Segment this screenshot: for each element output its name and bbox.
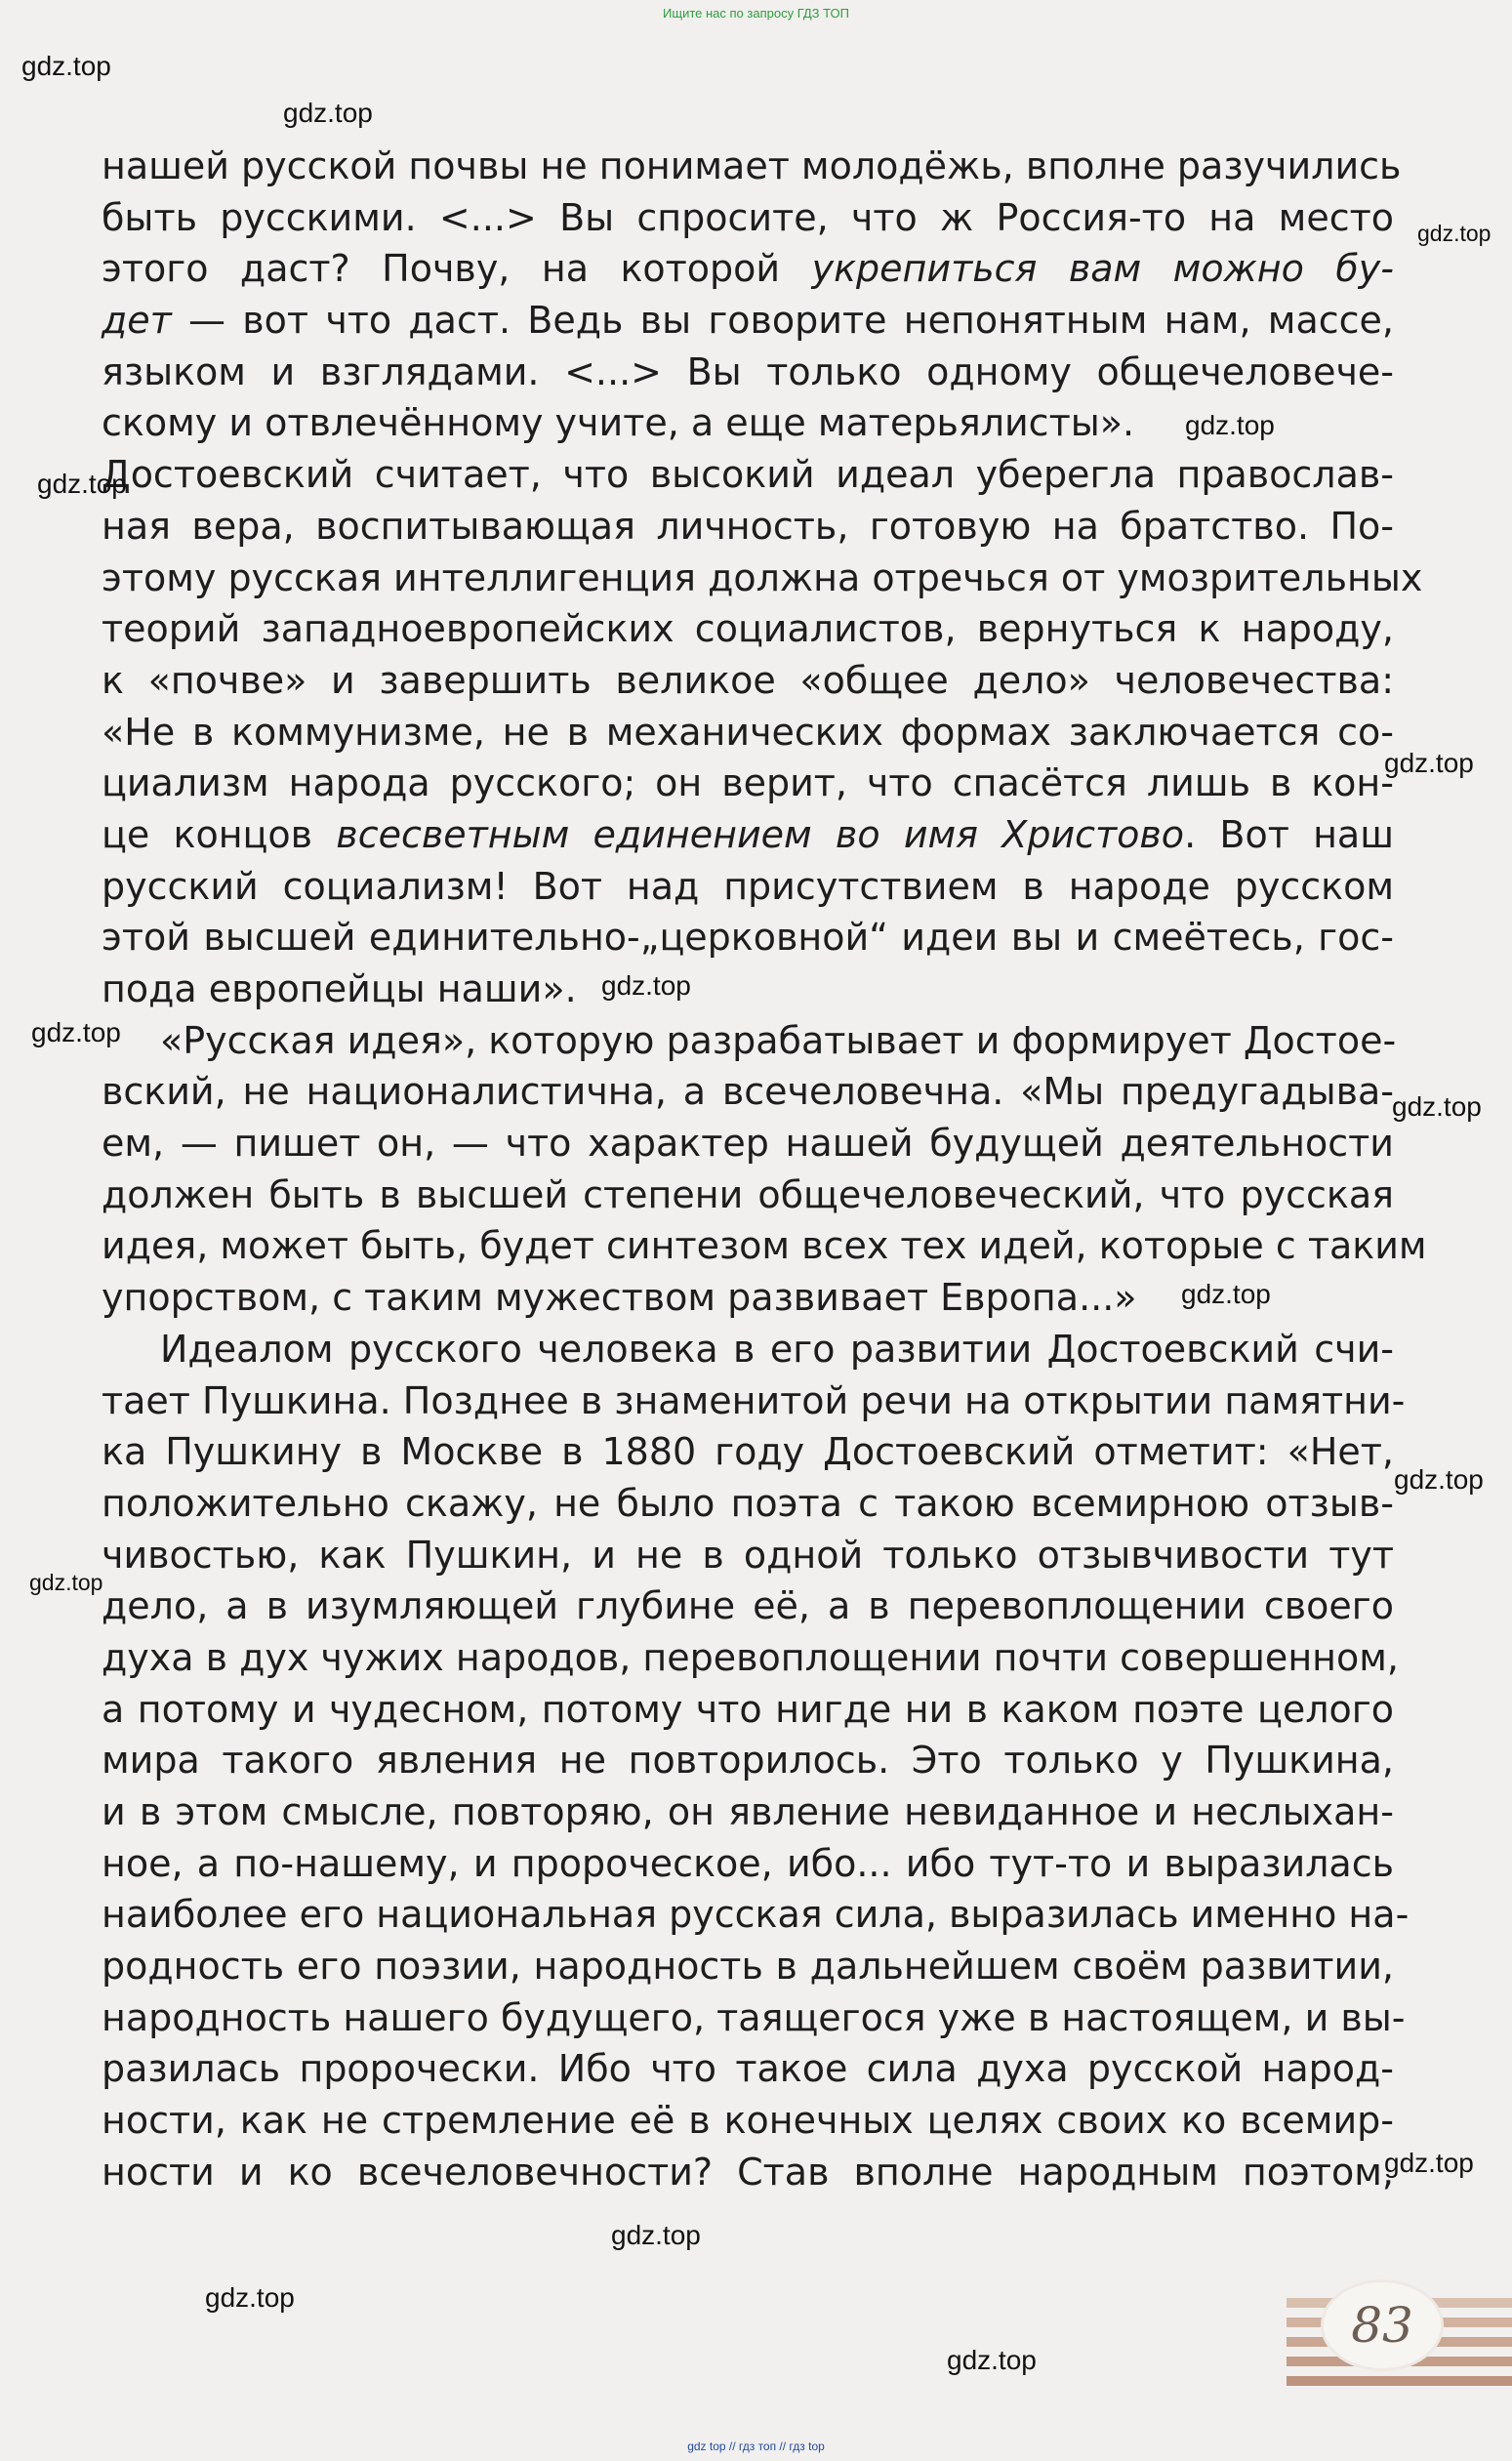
- text-line: [102, 243, 1394, 295]
- text-segment: дело, а в изумляющей глубине её, а в перевоплощении своего: [102, 1584, 1394, 1628]
- text-segment: народность нашего будущего, таящегося уже в настоящем, и вы-: [102, 1995, 1406, 2039]
- text-segment: русский социализм! Вот над присутствием в народе русском: [102, 864, 1394, 908]
- text-line: [102, 192, 1394, 244]
- watermark: gdz.top: [1181, 1279, 1271, 1309]
- text-segment: — вот что даст. Ведь вы говорите непонятным нам, массе,: [171, 299, 1394, 343]
- watermark: gdz.top: [31, 1017, 121, 1047]
- text-segment: скому и отвлечённому учите, а еще матерьялисты».: [102, 401, 1135, 445]
- text-segment: ем, — пишет он, — что характер нашей будущей деятельности: [102, 1122, 1394, 1166]
- text-segment: этому русская интеллигенция должна отречься от умозрительных: [102, 555, 1423, 599]
- text-line: [102, 758, 1394, 809]
- text-segment: циализм народа русского; он верит, что спасётся лишь в кон-: [102, 761, 1394, 805]
- text-segment: упорством, с таким мужеством развивает Европа...»: [102, 1276, 1137, 1320]
- text-line: [102, 347, 1394, 398]
- text-segment: идея, может быть, будет синтезом всех тех идей, которые с таким: [102, 1224, 1427, 1268]
- text-segment: духа в дух чужих народов, перевоплощении почти совершенном,: [102, 1635, 1399, 1679]
- text-line: [102, 2147, 1394, 2198]
- text-line: [102, 707, 1394, 759]
- text-line: [102, 1580, 1394, 1632]
- text-line: [102, 2043, 1394, 2095]
- text-line: [102, 912, 1394, 964]
- text-line: [102, 809, 1394, 861]
- text-line: [102, 1992, 1406, 2044]
- text-line: [102, 1426, 1394, 1478]
- text-line: [102, 861, 1394, 913]
- text-line: [102, 501, 1394, 553]
- text-line: [102, 553, 1423, 604]
- watermark: gdz.top: [1392, 1091, 1482, 1122]
- watermark: gdz.top: [601, 970, 691, 1001]
- text-segment: этого даст? Почву, на которой: [102, 247, 812, 291]
- text-line: [102, 1632, 1399, 1684]
- text-line: [102, 1015, 1397, 1067]
- watermark: gdz.top: [283, 98, 373, 128]
- text-segment: тает Пушкина. Позднее в знаменитой речи на открытии памятни-: [102, 1378, 1406, 1422]
- text-line: [102, 1941, 1394, 1992]
- watermark: gdz.top: [21, 51, 111, 81]
- text-line: [102, 2095, 1394, 2147]
- watermark: gdz.top: [1384, 2148, 1474, 2178]
- text-segment: мира такого явления не повторилось. Это только у Пушкина,: [102, 1739, 1394, 1783]
- watermark: gdz.top: [1384, 748, 1474, 778]
- italic-segment: дет: [102, 299, 172, 343]
- text-segment: пода европейцы наши».: [102, 967, 577, 1010]
- text-line: [102, 141, 1402, 192]
- text-segment: ная вера, воспитывающая личность, готовую на братство. По-: [102, 504, 1394, 548]
- text-segment: ности, как не стремление её в конечных целях своих ко всемир-: [102, 2099, 1394, 2143]
- text-line: [102, 1220, 1427, 1272]
- text-line: [102, 1735, 1394, 1786]
- text-segment: ности и ко всечеловечности? Став вполне народным поэтом,: [102, 2150, 1394, 2194]
- watermark: gdz.top: [1417, 221, 1492, 246]
- watermark: gdz.top: [205, 2282, 295, 2313]
- text-segment: . Вот наш: [1184, 812, 1394, 856]
- italic-segment: укрепиться вам можно бу-: [811, 247, 1394, 291]
- text-line: [102, 603, 1394, 655]
- text-segment: Идеалом русского человека в его развитии Достоевский счи-: [160, 1327, 1394, 1371]
- text-segment: положительно скажу, не было поэта с такою всемирною отзыв-: [102, 1481, 1394, 1525]
- text-line: [102, 295, 1394, 347]
- watermark: gdz.top: [29, 1570, 103, 1595]
- italic-segment: всесветным единением во имя Христово: [336, 812, 1185, 856]
- text-line: [102, 1478, 1394, 1530]
- text-line: [102, 1684, 1394, 1736]
- text-segment: к «почве» и завершить великое «общее дело» человечества:: [102, 658, 1394, 702]
- text-segment: языком и взглядами. <...> Вы только одному общечеловече-: [102, 349, 1394, 393]
- text-line: [102, 1066, 1394, 1118]
- text-segment: быть русскими. <...> Вы спросите, что ж Россия-то на место: [102, 195, 1394, 239]
- text-segment: должен быть в высшей степени общечеловеческий, что русская: [102, 1172, 1394, 1216]
- text-segment: чивостью, как Пушкин, и не в одной только отзывчивости тут: [102, 1533, 1394, 1577]
- text-segment: це концов: [102, 812, 337, 856]
- text-line: [102, 1169, 1394, 1221]
- text-line: [102, 1889, 1410, 1941]
- text-segment: Достоевский считает, что высокий идеал уберегла православ-: [102, 453, 1394, 497]
- text-segment: вский, не националистична, а всечеловечна. «Мы предугадыва-: [102, 1070, 1394, 1114]
- text-segment: разилась пророчески. Ибо что такое сила духа русской народ-: [102, 2047, 1394, 2091]
- watermark: gdz.top: [947, 2345, 1037, 2375]
- text-line: [102, 655, 1394, 707]
- text-line: [102, 1324, 1394, 1375]
- bottom-banner: gdz top // гдз топ // гдз top: [687, 2440, 825, 2453]
- book-text: [102, 141, 1427, 2198]
- text-segment: этой высшей единительно-„церковной“ идеи вы и смеётесь, гос-: [102, 916, 1394, 960]
- text-segment: теорий западноевропейских социалистов, вернуться к народу,: [102, 607, 1394, 651]
- text-line: [102, 1118, 1394, 1169]
- text-line: [102, 1786, 1394, 1838]
- watermark: gdz.top: [611, 2220, 701, 2250]
- text-segment: родность его поэзии, народность в дальнейшем своём развитии,: [102, 1945, 1394, 1989]
- text-segment: ка Пушкину в Москве в 1880 году Достоевский отметит: «Нет,: [102, 1430, 1394, 1474]
- page-number: 83: [1324, 2282, 1441, 2368]
- text-line: [102, 1375, 1406, 1427]
- text-line: [102, 1530, 1394, 1581]
- text-segment: наиболее его национальная русская сила, выразилась именно на-: [102, 1893, 1410, 1937]
- text-line: [102, 449, 1394, 501]
- watermark: gdz.top: [37, 469, 127, 499]
- text-segment: «Не в коммунизме, не в механических формах заключается со-: [102, 710, 1394, 754]
- top-banner: Ищите нас по запросу ГДЗ ТОП: [663, 6, 849, 21]
- text-line: [102, 1838, 1394, 1890]
- text-segment: а потому и чудесном, потому что нигде ни в каком поэте целого: [102, 1687, 1394, 1731]
- text-segment: и в этом смысле, повторяю, он явление невиданное и неслыхан-: [102, 1790, 1394, 1833]
- watermark: gdz.top: [1185, 410, 1275, 440]
- text-line: [102, 964, 1394, 1015]
- text-segment: нашей русской почвы не понимает молодёжь, вполне разучились: [102, 144, 1402, 187]
- text-segment: ное, а по-нашему, и пророческое, ибо... ибо тут-то и выразилась: [102, 1841, 1394, 1885]
- watermark: gdz.top: [1394, 1464, 1484, 1495]
- text-segment: «Русская идея», которую разрабатывает и формирует Достое-: [160, 1018, 1397, 1062]
